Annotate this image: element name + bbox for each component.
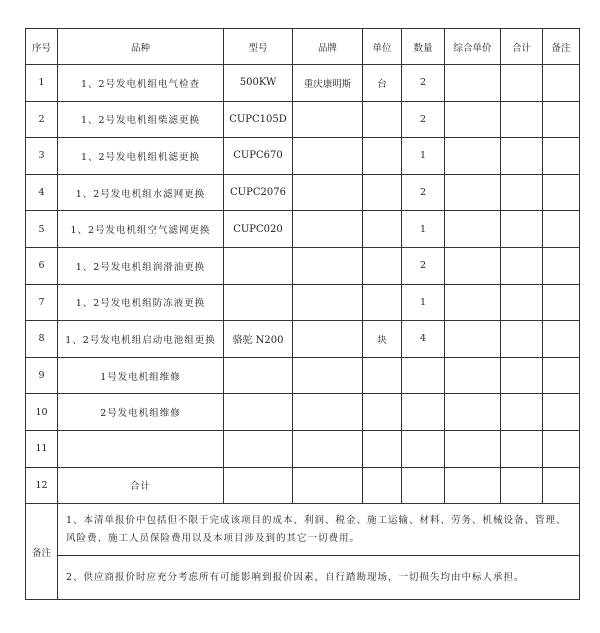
cell-qty: 2 bbox=[402, 101, 445, 138]
cell-unit-price bbox=[445, 394, 501, 431]
quotation-table bbox=[25, 28, 580, 600]
header-qty: 数量 bbox=[402, 29, 445, 65]
table-row bbox=[26, 65, 580, 102]
cell-unit-price bbox=[445, 284, 501, 321]
cell-brand bbox=[293, 321, 363, 358]
cell-brand bbox=[293, 284, 363, 321]
cell-unit bbox=[363, 394, 402, 431]
cell-brand bbox=[293, 211, 363, 248]
cell-total bbox=[501, 101, 543, 138]
cell-item: 合计 bbox=[58, 467, 224, 504]
header-model: 型号 bbox=[224, 29, 293, 65]
table-row bbox=[26, 174, 580, 211]
cell-no: 5 bbox=[26, 211, 58, 248]
cell-unit bbox=[363, 174, 402, 211]
cell-brand bbox=[293, 101, 363, 138]
table-row bbox=[26, 357, 580, 394]
cell-unit bbox=[363, 357, 402, 394]
cell-model bbox=[224, 467, 293, 504]
cell-qty: 2 bbox=[402, 174, 445, 211]
cell-remark bbox=[543, 65, 580, 102]
cell-model: 骆驼 N200 bbox=[224, 321, 293, 358]
cell-remark bbox=[543, 101, 580, 138]
header-unit-price: 综合单价 bbox=[445, 29, 501, 65]
cell-no: 8 bbox=[26, 321, 58, 358]
cell-qty: 4 bbox=[402, 321, 445, 358]
cell-item: 1、2号发电机组电气检查 bbox=[58, 65, 224, 102]
cell-remark bbox=[543, 247, 580, 284]
cell-brand bbox=[293, 430, 363, 467]
cell-remark bbox=[543, 284, 580, 321]
cell-item: 1、2号发电机组防冻液更换 bbox=[58, 284, 224, 321]
cell-unit bbox=[363, 101, 402, 138]
cell-remark bbox=[543, 211, 580, 248]
cell-total bbox=[501, 467, 543, 504]
table-row bbox=[26, 247, 580, 284]
cell-total bbox=[501, 138, 543, 175]
notes-row bbox=[26, 504, 580, 556]
notes-row bbox=[26, 556, 580, 600]
cell-remark bbox=[543, 138, 580, 175]
table-row bbox=[26, 394, 580, 431]
cell-item: 1号发电机组维修 bbox=[58, 357, 224, 394]
cell-unit-price bbox=[445, 247, 501, 284]
cell-model: 500KW bbox=[224, 65, 293, 102]
table-row bbox=[26, 284, 580, 321]
cell-model bbox=[224, 247, 293, 284]
cell-model bbox=[224, 357, 293, 394]
cell-total bbox=[501, 321, 543, 358]
cell-unit bbox=[363, 284, 402, 321]
cell-unit: 台 bbox=[363, 65, 402, 102]
cell-total bbox=[501, 357, 543, 394]
cell-model: CUPC020 bbox=[224, 211, 293, 248]
cell-remark bbox=[543, 357, 580, 394]
cell-total bbox=[501, 247, 543, 284]
cell-total bbox=[501, 430, 543, 467]
header-remark: 备注 bbox=[543, 29, 580, 65]
cell-item bbox=[58, 430, 224, 467]
cell-no: 9 bbox=[26, 357, 58, 394]
header-total: 合计 bbox=[501, 29, 543, 65]
cell-model bbox=[224, 394, 293, 431]
cell-brand bbox=[293, 394, 363, 431]
cell-unit-price bbox=[445, 138, 501, 175]
cell-model: CUPC105D bbox=[224, 101, 293, 138]
cell-remark bbox=[543, 321, 580, 358]
cell-unit-price bbox=[445, 65, 501, 102]
header-brand: 品牌 bbox=[293, 29, 363, 65]
cell-no: 10 bbox=[26, 394, 58, 431]
notes-line-2: 2、供应商报价时应充分考虑所有可能影响到报价因素，自行踏勘现场，一切损失均由中标人承担。 bbox=[58, 556, 580, 600]
table-row bbox=[26, 101, 580, 138]
cell-remark bbox=[543, 430, 580, 467]
cell-qty bbox=[402, 467, 445, 504]
cell-unit-price bbox=[445, 430, 501, 467]
header-row bbox=[26, 29, 580, 65]
cell-qty bbox=[402, 357, 445, 394]
cell-unit bbox=[363, 247, 402, 284]
cell-unit: 块 bbox=[363, 321, 402, 358]
cell-qty: 1 bbox=[402, 284, 445, 321]
cell-remark bbox=[543, 174, 580, 211]
cell-item: 1、2号发电机组润滑油更换 bbox=[58, 247, 224, 284]
cell-unit-price bbox=[445, 357, 501, 394]
cell-unit-price bbox=[445, 211, 501, 248]
cell-total bbox=[501, 65, 543, 102]
table-row bbox=[26, 430, 580, 467]
header-unit: 单位 bbox=[363, 29, 402, 65]
cell-no: 7 bbox=[26, 284, 58, 321]
cell-unit bbox=[363, 211, 402, 248]
cell-total bbox=[501, 284, 543, 321]
cell-item: 1、2号发电机组空气滤网更换 bbox=[58, 211, 224, 248]
header-item: 品种 bbox=[58, 29, 224, 65]
cell-model: CUPC2076 bbox=[224, 174, 293, 211]
notes-line-1: 1、本清单报价中包括但不限于完成该项目的成本、利润、税金、施工运输、材料、劳务、机械设备、管理、风险费、施工人员保险费用以及本项目涉及到的其它一切费用。 bbox=[58, 504, 580, 556]
cell-model: CUPC670 bbox=[224, 138, 293, 175]
cell-brand: 重庆康明斯 bbox=[293, 65, 363, 102]
cell-brand bbox=[293, 467, 363, 504]
cell-brand bbox=[293, 247, 363, 284]
cell-no: 3 bbox=[26, 138, 58, 175]
cell-total bbox=[501, 211, 543, 248]
cell-model bbox=[224, 284, 293, 321]
cell-no: 12 bbox=[26, 467, 58, 504]
header-no: 序号 bbox=[26, 29, 58, 65]
table-row bbox=[26, 321, 580, 358]
cell-unit bbox=[363, 138, 402, 175]
table-row bbox=[26, 138, 580, 175]
cell-no: 2 bbox=[26, 101, 58, 138]
cell-remark bbox=[543, 467, 580, 504]
cell-total bbox=[501, 394, 543, 431]
cell-unit bbox=[363, 430, 402, 467]
cell-item: 1、2号发电机组机滤更换 bbox=[58, 138, 224, 175]
table-row-total bbox=[26, 467, 580, 504]
cell-item: 1、2号发电机组柴滤更换 bbox=[58, 101, 224, 138]
cell-unit-price bbox=[445, 101, 501, 138]
cell-qty bbox=[402, 394, 445, 431]
cell-unit bbox=[363, 467, 402, 504]
cell-brand bbox=[293, 174, 363, 211]
cell-qty: 2 bbox=[402, 247, 445, 284]
cell-qty bbox=[402, 430, 445, 467]
cell-no: 6 bbox=[26, 247, 58, 284]
cell-item: 1、2号发电机组启动电池组更换 bbox=[58, 321, 224, 358]
table-row bbox=[26, 211, 580, 248]
cell-no: 11 bbox=[26, 430, 58, 467]
cell-unit-price bbox=[445, 174, 501, 211]
cell-model bbox=[224, 430, 293, 467]
cell-unit-price bbox=[445, 467, 501, 504]
cell-total bbox=[501, 174, 543, 211]
cell-brand bbox=[293, 357, 363, 394]
cell-brand bbox=[293, 138, 363, 175]
cell-no: 4 bbox=[26, 174, 58, 211]
notes-label: 备注 bbox=[26, 504, 58, 600]
cell-qty: 1 bbox=[402, 211, 445, 248]
cell-qty: 2 bbox=[402, 65, 445, 102]
cell-unit-price bbox=[445, 321, 501, 358]
cell-no: 1 bbox=[26, 65, 58, 102]
cell-qty: 1 bbox=[402, 138, 445, 175]
cell-remark bbox=[543, 394, 580, 431]
cell-item: 1、2号发电机组水滤网更换 bbox=[58, 174, 224, 211]
cell-item: 2号发电机组维修 bbox=[58, 394, 224, 431]
